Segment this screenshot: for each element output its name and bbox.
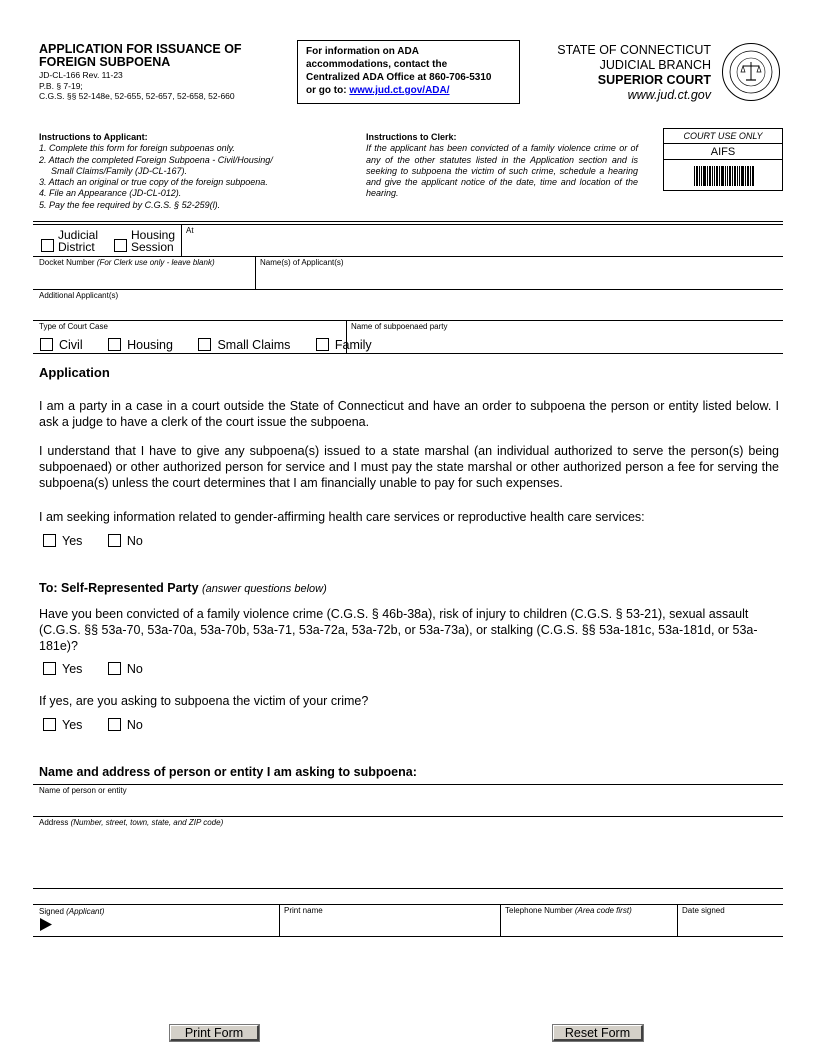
judicial-district-checkbox[interactable]	[41, 239, 54, 252]
subpoenaed-party-label: Name of subpoenaed party	[351, 322, 448, 331]
subpoenaed-party-input[interactable]	[351, 332, 781, 350]
person-name-label: Name of person or entity	[39, 786, 127, 795]
form-citations: JD-CL-166 Rev. 11-23 P.B. § 7-19; C.G.S. §§ 52-148e, 52-655, 52-657, 52-658, 52-660	[39, 70, 235, 101]
print-name-label: Print name	[284, 906, 323, 915]
conviction-question: Have you been convicted of a family violence crime (C.G.S. § 46b-38a), risk of injury to children (C.G.S. § 53-21), sexual assault (C.G.S. §§ 53a-70, 53a-70a, 53a-70b, 53a-71, 53a-72a, 53a-72b, or 53a-73a), or stalking (C.G.S. §§ 53a-181c, 53a-181d, or 53a-181e)?	[39, 607, 758, 653]
court-address-input[interactable]	[200, 236, 370, 254]
gender-care-yes-checkbox[interactable]	[43, 534, 56, 547]
address-input[interactable]	[39, 830, 779, 885]
ada-notice: For information on ADA accommodations, contact the Centralized ADA Office at 860-706-5310 or go to: www.jud.ct.gov/ADA/	[297, 40, 520, 104]
case-type-label: Type of Court Case	[39, 322, 108, 331]
case-type-housing-checkbox[interactable]	[108, 338, 121, 351]
state-seal	[722, 43, 780, 101]
phone-input[interactable]	[505, 916, 673, 934]
signature-input[interactable]	[56, 915, 274, 933]
application-heading: Application	[39, 365, 110, 380]
victim-options: Yes No	[43, 717, 165, 732]
court-use-box: COURT USE ONLY AIFS	[663, 128, 783, 191]
conviction-yes-checkbox[interactable]	[43, 662, 56, 675]
victim-yes-checkbox[interactable]	[43, 718, 56, 731]
conviction-no-checkbox[interactable]	[108, 662, 121, 675]
applicants-label: Name(s) of Applicant(s)	[260, 258, 344, 267]
reset-form-button[interactable]: Reset Form	[553, 1025, 643, 1041]
application-para-3: I am seeking information related to gender-affirming health care services or reproductive health care services:	[39, 510, 645, 524]
print-form-button[interactable]: Print Form	[170, 1025, 259, 1041]
case-type-options: Civil Housing Small Claims Family	[40, 337, 372, 352]
conviction-options: Yes No	[43, 661, 165, 676]
instructions-clerk: Instructions to Clerk: If the applicant has been convicted of a family violence crime or of any of the other statutes listed in the Application section and is seeking to subpoena the victim of such crime, schedule a hearing and give the applicant notice of the date, time and location of the hearing.	[366, 132, 638, 199]
gender-care-options: Yes No	[43, 533, 165, 548]
print-name-input[interactable]	[284, 916, 496, 934]
instructions-applicant: Instructions to Applicant: 1. Complete this form for foreign subpoenas only. 2. Attach the completed Foreign Subpoena - Civil/Housing/ Small Claims/Family (JD-CL-167). 3. Attach an original or true copy of the foreign subpoena. 4. File an Appearance (JD-CL-012). 5. Pay the fee required by C.G.S. § 52-259(l).	[39, 132, 273, 210]
case-type-civil-checkbox[interactable]	[40, 338, 53, 351]
person-name-input[interactable]	[39, 796, 779, 814]
applicants-input[interactable]	[260, 268, 780, 286]
self-rep-heading: To: Self-Represented Party (answer questions below)	[39, 581, 327, 595]
housing-session-checkbox[interactable]	[114, 239, 127, 252]
court-header: STATE OF CONNECTICUT JUDICIAL BRANCH SUPERIOR COURT www.jud.ct.gov	[557, 43, 711, 102]
form-title: APPLICATION FOR ISSUANCE OF FOREIGN SUBPOENA	[39, 42, 242, 69]
gender-care-no-checkbox[interactable]	[108, 534, 121, 547]
case-type-small-claims-checkbox[interactable]	[198, 338, 211, 351]
phone-label: Telephone Number (Area code first)	[505, 906, 632, 915]
additional-applicants-input[interactable]	[39, 301, 779, 319]
signed-label: Signed (Applicant)	[39, 907, 105, 916]
ada-link[interactable]: www.jud.ct.gov/ADA/	[349, 85, 450, 96]
victim-question: If yes, are you asking to subpoena the victim of your crime?	[39, 694, 369, 708]
arrow-right-icon	[40, 918, 52, 931]
docket-label: Docket Number (For Clerk use only - leave blank)	[39, 258, 215, 267]
application-para-2: I understand that I have to give any subpoena(s) issued to a state marshal (an individual authorized to serve the person(s) being subpoenaed) or other authorized person for service and I must pay the state marshal or other authorized person a fee for serving the subpoena(s) unless the court determines that I am financially unable to pay for such expenses.	[39, 444, 779, 490]
case-type-family-checkbox[interactable]	[316, 338, 329, 351]
barcode-icon	[694, 166, 754, 186]
additional-applicants-label: Additional Applicant(s)	[39, 291, 119, 300]
victim-no-checkbox[interactable]	[108, 718, 121, 731]
application-para-1: I am a party in a case in a court outside the State of Connecticut and have an order to subpoena the person or entity listed below. I ask a judge to have a clerk of the court issue the subpoena.	[39, 399, 779, 429]
person-heading: Name and address of person or entity I am asking to subpoena:	[39, 765, 417, 779]
address-label: Address (Number, street, town, state, and ZIP code)	[39, 818, 224, 827]
docket-input[interactable]	[39, 268, 251, 286]
date-signed-label: Date signed	[682, 906, 725, 915]
date-signed-input[interactable]	[682, 916, 780, 934]
at-label: At	[186, 226, 194, 235]
